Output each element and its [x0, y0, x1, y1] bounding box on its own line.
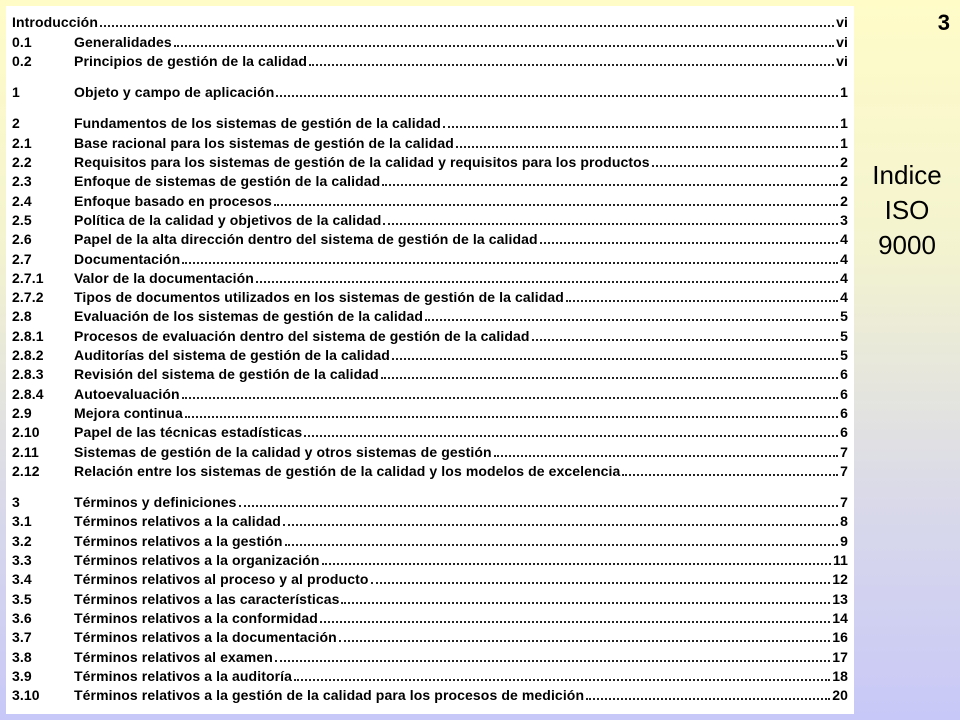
- toc-entry-title: Términos relativos a la gestión: [74, 532, 283, 549]
- toc-row: [12, 684, 848, 703]
- toc-entry-title: Relación entre los sistemas de gestión de la calidad y los modelos de excelencia: [74, 462, 621, 479]
- toc-leader-dots: [320, 621, 830, 623]
- toc-row: [12, 209, 848, 228]
- toc-section-number: 3.7: [12, 629, 32, 646]
- toc-page-number: 4: [840, 289, 848, 306]
- toc-page-number: 13: [832, 590, 848, 607]
- toc-leader-dots: [309, 64, 834, 66]
- toc-entry-title: Generalidades: [74, 33, 172, 50]
- toc-leader-dots: [494, 455, 838, 457]
- toc-row: [12, 170, 848, 189]
- toc-leader-dots: [285, 544, 839, 546]
- toc-page-number: vi: [836, 14, 848, 31]
- slide-title-line: Indice: [872, 160, 942, 190]
- toc-entry-title: Enfoque de sistemas de gestión de la calidad: [74, 173, 381, 190]
- toc-leader-dots: [275, 660, 830, 662]
- toc-page-number: 16: [832, 629, 848, 646]
- toc-leader-dots: [586, 698, 830, 700]
- toc-section-number: 3: [12, 494, 20, 511]
- toc-row: [12, 112, 848, 131]
- toc-section-number: 0.2: [12, 52, 32, 69]
- toc-entry-title: Papel de las técnicas estadísticas: [74, 424, 303, 441]
- toc-section-number: 2.4: [12, 192, 32, 209]
- toc-entry-title: Documentación: [74, 250, 181, 267]
- toc-page-number: 11: [833, 552, 848, 569]
- toc-leader-dots: [182, 262, 838, 264]
- toc-row: [12, 131, 848, 150]
- toc-page-number: 7: [840, 494, 848, 511]
- toc-section-number: 0.1: [12, 33, 32, 50]
- toc-page-number: 4: [840, 231, 848, 248]
- toc-section-number: 3.6: [12, 609, 32, 626]
- toc-page-number: 5: [840, 327, 848, 344]
- toc-row: [12, 665, 848, 684]
- toc-page-number: 18: [832, 667, 848, 684]
- toc-row: [12, 607, 848, 626]
- toc-row: [12, 529, 848, 548]
- toc-leader-dots: [566, 300, 838, 302]
- toc-leader-dots: [100, 25, 834, 27]
- toc-entry-title: Objeto y campo de aplicación: [74, 84, 275, 101]
- toc-entry-title: Mejora continua: [74, 404, 183, 421]
- toc-entry-title: Tipos de documentos utilizados en los sistemas de gestión de la calidad: [74, 289, 564, 306]
- toc-row: [12, 11, 848, 30]
- toc-leader-dots: [456, 146, 838, 148]
- toc-row: [12, 460, 848, 479]
- toc-entry-title: Términos relativos a la auditoría: [74, 667, 293, 684]
- toc-leader-dots: [382, 184, 838, 186]
- toc-leader-dots: [339, 640, 830, 642]
- toc-page-number: 3: [840, 211, 848, 228]
- toc-row: [12, 305, 848, 324]
- toc-page-number: 2: [840, 192, 848, 209]
- toc-entry-title: Términos relativos al proceso y al producto: [74, 571, 369, 588]
- toc-section-number: 3.10: [12, 687, 40, 704]
- toc-row: [12, 30, 848, 49]
- toc-section-number: 1: [12, 84, 20, 101]
- toc-section-number: 2.8.4: [12, 385, 44, 402]
- toc-row: [12, 549, 848, 568]
- toc-page-number: 7: [840, 462, 848, 479]
- toc-entry-title: Términos y definiciones: [74, 494, 237, 511]
- toc-entry-title: Autoevaluación: [74, 385, 180, 402]
- toc-leader-dots: [276, 95, 838, 97]
- toc-page-number: 7: [840, 443, 848, 460]
- toc-section-number: 2.9: [12, 404, 32, 421]
- toc-leader-dots: [174, 45, 834, 47]
- toc-row: [12, 151, 848, 170]
- toc-row: [12, 402, 848, 421]
- slide-title: [854, 158, 960, 263]
- toc-page-number: 2: [840, 154, 848, 171]
- toc-page-number: 2: [840, 173, 848, 190]
- toc-leader-dots: [371, 582, 831, 584]
- toc-entry-title: Enfoque basado en procesos: [74, 192, 272, 209]
- toc-leader-dots: [383, 223, 838, 225]
- toc-row: [12, 247, 848, 266]
- toc-section-number: 3.3: [12, 552, 32, 569]
- toc-section-number: 3.1: [12, 513, 32, 530]
- toc-entry-title: Evaluación de los sistemas de gestión de la calidad: [74, 308, 424, 325]
- toc-section-number: 2.8.1: [12, 327, 44, 344]
- toc-page-number: 1: [840, 115, 848, 132]
- toc-row: [12, 81, 848, 100]
- toc-row: [12, 344, 848, 363]
- toc-row: [12, 491, 848, 510]
- toc-page-number: 5: [840, 347, 848, 364]
- toc-leader-dots: [652, 165, 838, 167]
- toc-leader-dots: [182, 397, 838, 399]
- toc-page-number: 1: [840, 84, 848, 101]
- toc-leader-dots: [304, 435, 838, 437]
- toc-entry-title: Términos relativos a las características: [74, 590, 340, 607]
- toc-entry-title: Términos relativos al examen: [74, 648, 273, 665]
- toc-page-number: 20: [832, 687, 848, 704]
- toc-leader-dots: [381, 377, 838, 379]
- toc-row: [12, 324, 848, 343]
- toc-row: [12, 421, 848, 440]
- toc-entry-title: Términos relativos a la gestión de la calidad para los procesos de medición: [74, 687, 585, 704]
- toc-section-number: 3.8: [12, 648, 32, 665]
- toc-page-number: 4: [840, 269, 848, 286]
- toc-entry-title: Política de la calidad y objetivos de la calidad: [74, 211, 382, 228]
- toc-row: [12, 626, 848, 645]
- toc-row: [12, 228, 848, 247]
- toc-entry-title: Términos relativos a la documentación: [74, 629, 337, 646]
- toc-entry-title: Principios de gestión de la calidad: [74, 52, 308, 69]
- toc-section-number: 2.8.2: [12, 347, 44, 364]
- toc-leader-dots: [239, 505, 839, 507]
- toc-row: [12, 363, 848, 382]
- toc-section-number: 3.4: [12, 571, 32, 588]
- toc-entry-title: Auditorías del sistema de gestión de la calidad: [74, 347, 390, 364]
- toc-row: [12, 645, 848, 664]
- toc-section-number: 2.2: [12, 154, 32, 171]
- toc-row: [12, 189, 848, 208]
- toc-leader-dots: [622, 474, 838, 476]
- toc-page-number: 5: [840, 308, 848, 325]
- toc-leader-dots: [540, 242, 838, 244]
- toc-entry-title: Fundamentos de los sistemas de gestión de la calidad: [74, 115, 441, 132]
- toc-page-number: vi: [836, 52, 848, 69]
- toc-section-number: 2: [12, 115, 20, 132]
- toc-leader-dots: [274, 204, 838, 206]
- toc-entry-title: Términos relativos a la organización: [74, 552, 320, 569]
- toc-section-number: 3.2: [12, 532, 32, 549]
- toc-row: [12, 50, 848, 69]
- slide-number: 3: [937, 10, 950, 35]
- toc-section-number: 2.5: [12, 211, 32, 228]
- toc-row: [12, 267, 848, 286]
- toc-row: [12, 440, 848, 459]
- toc-row: [12, 382, 848, 401]
- toc-leader-dots: [283, 524, 838, 526]
- toc-document: [6, 6, 854, 714]
- toc-section-number: Introducción: [12, 14, 98, 31]
- toc-section-number: 2.1: [12, 134, 32, 151]
- toc-section-number: 2.8: [12, 308, 32, 325]
- slide-title-line: ISO: [884, 195, 930, 225]
- toc-row: [12, 568, 848, 587]
- toc-entry-title: Requisitos para los sistemas de gestión de la calidad y requisitos para los productos: [74, 154, 650, 171]
- toc-entry-title: Términos relativos a la calidad: [74, 513, 281, 530]
- toc-leader-dots: [294, 679, 830, 681]
- toc-leader-dots: [443, 126, 838, 128]
- toc-section-number: 2.7.1: [12, 269, 44, 286]
- toc-page-number: 12: [832, 571, 848, 588]
- toc-page-number: 17: [832, 648, 848, 665]
- toc-page-number: 1: [840, 134, 848, 151]
- toc-leader-dots: [532, 339, 839, 341]
- toc-page-number: 9: [840, 532, 848, 549]
- toc-section-number: 2.6: [12, 231, 32, 248]
- toc-page-number: 4: [840, 250, 848, 267]
- toc-page-number: 14: [832, 609, 848, 626]
- toc-section-number: 2.10: [12, 424, 40, 441]
- toc-section-number: 2.3: [12, 173, 32, 190]
- toc-leader-dots: [185, 416, 838, 418]
- toc-page-number: 6: [840, 385, 848, 402]
- toc-section-number: 2.11: [12, 443, 39, 460]
- toc-section-number: 2.12: [12, 462, 40, 479]
- toc-row: [12, 587, 848, 606]
- toc-entry-title: Procesos de evaluación dentro del sistema de gestión de la calidad: [74, 327, 530, 344]
- toc-entry-title: Sistemas de gestión de la calidad y otros sistemas de gestión: [74, 443, 492, 460]
- toc-row: [12, 286, 848, 305]
- toc-leader-dots: [425, 319, 838, 321]
- toc-entry-title: Revisión del sistema de gestión de la calidad: [74, 366, 379, 383]
- toc-leader-dots: [256, 281, 838, 283]
- slide-title-line: 9000: [878, 230, 936, 260]
- toc-entry-title: Valor de la documentación: [74, 269, 254, 286]
- toc-page-number: 6: [840, 404, 848, 421]
- toc-section-number: 2.7.2: [12, 289, 44, 306]
- toc-page-number: 6: [840, 366, 848, 383]
- toc-entry-title: Base racional para los sistemas de gestión de la calidad: [74, 134, 454, 151]
- toc-section-number: 3.5: [12, 590, 32, 607]
- toc-page-number: 8: [840, 513, 848, 530]
- toc-page-number: 6: [840, 424, 848, 441]
- toc-section-number: 3.9: [12, 667, 32, 684]
- toc-page-number: vi: [836, 33, 848, 50]
- toc-section-number: 2.7: [12, 250, 32, 267]
- toc-leader-dots: [392, 358, 838, 360]
- toc-entry-title: Términos relativos a la conformidad: [74, 609, 318, 626]
- toc-row: [12, 510, 848, 529]
- toc-section-number: 2.8.3: [12, 366, 44, 383]
- toc-leader-dots: [341, 602, 830, 604]
- toc-leader-dots: [322, 563, 831, 565]
- toc-entry-title: Papel de la alta dirección dentro del sistema de gestión de la calidad: [74, 231, 538, 248]
